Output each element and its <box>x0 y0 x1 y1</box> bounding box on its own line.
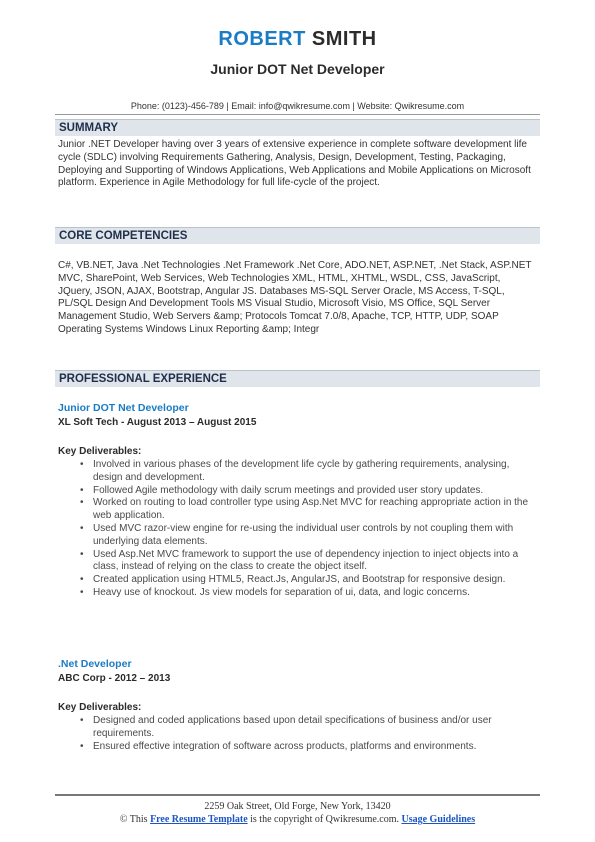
free-resume-template-link[interactable]: Free Resume Template <box>150 814 248 825</box>
contact-line: Phone: (0123)-456-789 | Email: info@qwikresume.com | Website: Qwikresume.com <box>130 101 465 111</box>
list-item: • Followed Agile methodology with daily scrum meetings and provided user story updates. <box>80 485 535 498</box>
deliverables-list <box>80 459 535 600</box>
list-item: • Worked on routing to load controller type using Asp.Net MVC for reaching appropriate action in the web application. <box>80 497 535 523</box>
list-item: • Used Asp.Net MVC framework to support the use of dependency injection to inject objects into a class, instead of relying on the class to create the object itself. <box>80 549 535 575</box>
list-item: • Used MVC razor-view engine for re-using the individual user controls by not coupling them with underlying data elements. <box>80 523 535 549</box>
section-header-competencies <box>55 227 540 244</box>
job-role: Junior DOT Net Developer <box>210 61 385 77</box>
section-header-summary <box>55 119 540 136</box>
usage-guidelines-link[interactable]: Usage Guidelines <box>401 814 476 825</box>
list-item: • Designed and coded applications based upon detail specifications of business and/or user requirements. <box>80 715 535 741</box>
copyright-middle: is the copyright of Qwikresume.com. <box>247 814 402 825</box>
candidate-name <box>0 27 595 51</box>
section-title: PROFESSIONAL EXPERIENCE <box>59 373 227 385</box>
job-employer-dates: XL Soft Tech - August 2013 – August 2015 <box>58 417 257 428</box>
key-deliverables-label: Key Deliverables: <box>58 446 142 457</box>
section-header-experience <box>55 370 540 387</box>
summary-text: Junior .NET Developer having over 3 years of extensive experience in complete software development life cycle (SDLC) involving Requirements Gathering, Analysis, Design, Development, Testing, Packaging, Deploying and Supporting of Windows Applications, Web Applications and Mobile Applications on Microsoft platform. Experience in Agile Methodology for full life-cycle of the project. <box>58 139 531 189</box>
competencies-text: C#, VB.NET, Java .Net Technologies .Net Framework .Net Core, ADO.NET, ASP.NET, .Net Stack, ASP.NET MVC, SharePoint, Web Services, Web Technologies XML, HTML, XHTML, WSDL, CSS, JavaScript, JQuery, JSON, AJAX, Bootstrap, Angular JS. Databases MS-SQL Server Oracle, MS Access, T-SQL, PL/SQL Design And Development Tools MS Visual Studio, Microsoft Visio, MS Office, SQL Server Management Studio, Web Servers &amp; Protocols Tomcat 7.0/8, Apache, TCP, HTTP, UDP, SOAP Operating Systems Windows Linux Reporting &amp; Integr <box>58 260 532 335</box>
copyright-prefix: © This <box>119 814 151 825</box>
list-item: • Created application using HTML5, React.Js, AngularJS, and Bootstrap for responsive design. <box>80 574 535 587</box>
contact-divider <box>55 114 540 115</box>
key-deliverables-label: Key Deliverables: <box>58 702 142 713</box>
footer-address: 2259 Oak Street, Old Forge, New York, 13420 <box>204 801 391 812</box>
last-name: SMITH <box>311 28 377 50</box>
section-title: CORE COMPETENCIES <box>59 230 188 242</box>
first-name: ROBERT <box>218 28 306 50</box>
job-title: Junior DOT Net Developer <box>58 402 189 414</box>
section-title: SUMMARY <box>59 122 118 134</box>
job-title: .Net Developer <box>58 658 132 670</box>
job-employer-dates: ABC Corp - 2012 – 2013 <box>58 673 171 684</box>
list-item: • Heavy use of knockout. Js view models for separation of ui, data, and logic concerns. <box>80 587 535 600</box>
footer-copyright <box>0 814 595 826</box>
deliverables-list <box>80 715 535 753</box>
list-item: • Involved in various phases of the development life cycle by gathering requirements, analysing, design and development. <box>80 459 535 485</box>
list-item: • Ensured effective integration of software across products, platforms and environments. <box>80 741 535 754</box>
footer-divider <box>55 794 540 796</box>
